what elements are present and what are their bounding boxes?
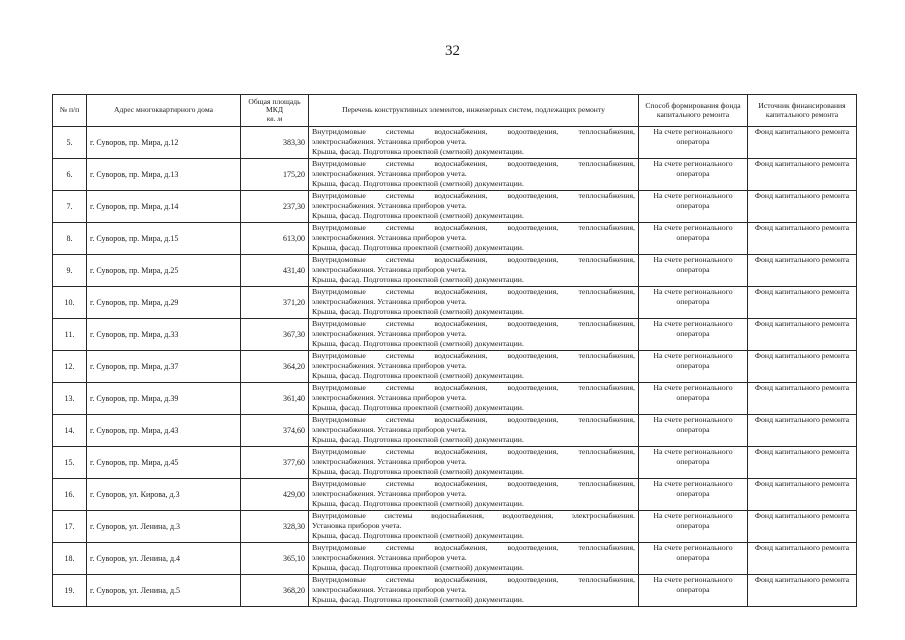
works-line: Внутридомовые системы водоснабжения, водоотведения, теплоснабжения, [312,159,635,168]
works-line: Установка приборов учета. [312,521,402,530]
row-source: Фонд капитального ремонта [748,255,857,287]
table-row [53,575,857,607]
row-number: 17. [53,511,87,543]
header-area-label: Общая площадь МКД [248,96,301,115]
row-address: г. Суворов, пр. Мира, д.43 [87,415,241,447]
row-works [309,511,639,543]
works-line: электроснабжения. Установка приборов учета. [312,137,467,146]
row-method: На счете регионального оператора [639,159,748,191]
table-row [53,127,857,159]
row-source: Фонд капитального ремонта [748,351,857,383]
row-number: 14. [53,415,87,447]
header-method: Способ формирования фонда капитального ремонта [639,95,748,127]
works-line: Крыша, фасад. Подготовка проектной (сметной) документации. [312,339,524,348]
row-address: г. Суворов, ул. Ленина, д.4 [87,543,241,575]
row-area: 361,40 [241,383,309,415]
row-method: На счете регионального оператора [639,191,748,223]
table-row [53,319,857,351]
row-method: На счете регионального оператора [639,543,748,575]
table-body [53,127,857,607]
works-line: электроснабжения. Установка приборов учета. [312,393,467,402]
table-row [53,351,857,383]
row-address: г. Суворов, пр. Мира, д.13 [87,159,241,191]
works-line: Крыша, фасад. Подготовка проектной (сметной) документации. [312,563,524,572]
works-line: электроснабжения. Установка приборов учета. [312,361,467,370]
row-number: 19. [53,575,87,607]
header-source: Источник финансирования капитального ремонта [748,95,857,127]
works-line: электроснабжения. Установка приборов учета. [312,553,467,562]
row-method: На счете регионального оператора [639,415,748,447]
works-line: Внутридомовые системы водоснабжения, водоотведения, теплоснабжения, [312,447,635,456]
table-row [53,255,857,287]
works-line: Внутридомовые системы водоснабжения, водоотведения, теплоснабжения, [312,319,635,328]
row-source: Фонд капитального ремонта [748,287,857,319]
table-row [53,447,857,479]
page-number: 32 [445,43,460,59]
works-line: Крыша, фасад. Подготовка проектной (сметной) документации. [312,435,524,444]
header-area-unit: кв. м [266,113,283,123]
row-works [309,223,639,255]
works-line: электроснабжения. Установка приборов учета. [312,265,467,274]
row-source: Фонд капитального ремонта [748,383,857,415]
works-line: Крыша, фасад. Подготовка проектной (сметной) документации. [312,531,524,540]
row-method: На счете регионального оператора [639,511,748,543]
row-method: На счете регионального оператора [639,479,748,511]
row-number: 9. [53,255,87,287]
row-source: Фонд капитального ремонта [748,543,857,575]
header-works: Перечень конструктивных элементов, инженерных систем, подлежащих ремонту [309,95,639,127]
works-line: электроснабжения. Установка приборов учета. [312,457,467,466]
row-method: На счете регионального оператора [639,255,748,287]
table-row [53,383,857,415]
row-address: г. Суворов, ул. Ленина, д.5 [87,575,241,607]
row-address: г. Суворов, пр. Мира, д.15 [87,223,241,255]
works-line: электроснабжения. Установка приборов учета. [312,585,467,594]
row-works [309,319,639,351]
row-address: г. Суворов, пр. Мира, д.37 [87,351,241,383]
row-number: 5. [53,127,87,159]
works-line: электроснабжения. Установка приборов учета. [312,201,467,210]
row-works [309,191,639,223]
works-line: Крыша, фасад. Подготовка проектной (сметной) документации. [312,179,524,188]
row-works [309,159,639,191]
row-number: 7. [53,191,87,223]
row-number: 6. [53,159,87,191]
works-line: Крыша, фасад. Подготовка проектной (сметной) документации. [312,403,524,412]
row-method: На счете регионального оператора [639,383,748,415]
row-source: Фонд капитального ремонта [748,575,857,607]
works-line: Внутридомовые системы водоснабжения, водоотведения, теплоснабжения, [312,351,635,360]
works-line: Внутридомовые системы водоснабжения, водоотведения, теплоснабжения, [312,415,635,424]
row-source: Фонд капитального ремонта [748,191,857,223]
row-address: г. Суворов, ул. Ленина, д.3 [87,511,241,543]
row-source: Фонд капитального ремонта [748,511,857,543]
row-source: Фонд капитального ремонта [748,479,857,511]
row-works [309,287,639,319]
header-area [241,95,309,127]
row-number: 8. [53,223,87,255]
works-line: Внутридомовые системы водоснабжения, водоотведения, теплоснабжения, [312,191,635,200]
works-line: Внутридомовые системы водоснабжения, водоотведения, теплоснабжения, [312,479,635,488]
row-address: г. Суворов, пр. Мира, д.33 [87,319,241,351]
row-address: г. Суворов, пр. Мира, д.12 [87,127,241,159]
works-line: Внутридомовые системы водоснабжения, водоотведения, теплоснабжения, [312,543,635,552]
repair-works-table [52,94,857,607]
works-line: Крыша, фасад. Подготовка проектной (сметной) документации. [312,307,524,316]
row-works [309,255,639,287]
row-area: 429,00 [241,479,309,511]
row-method: На счете регионального оператора [639,223,748,255]
table-row [53,415,857,447]
row-area: 374,60 [241,415,309,447]
row-works [309,127,639,159]
works-line: Внутридомовые системы водоснабжения, водоотведения, теплоснабжения, [312,383,635,392]
row-method: На счете регионального оператора [639,287,748,319]
works-line: электроснабжения. Установка приборов учета. [312,329,467,338]
row-number: 10. [53,287,87,319]
row-source: Фонд капитального ремонта [748,159,857,191]
table-row [53,287,857,319]
row-number: 13. [53,383,87,415]
works-line: электроснабжения. Установка приборов учета. [312,233,467,242]
row-number: 15. [53,447,87,479]
works-line: Внутридомовые системы водоснабжения, водоотведения, теплоснабжения, [312,255,635,264]
row-number: 16. [53,479,87,511]
works-line: Крыша, фасад. Подготовка проектной (сметной) документации. [312,499,524,508]
row-source: Фонд капитального ремонта [748,319,857,351]
works-line: Внутридомовые системы водоснабжения, водоотведения, теплоснабжения, [312,575,635,584]
header-num: № п/п [53,95,87,127]
row-number: 12. [53,351,87,383]
works-line: Крыша, фасад. Подготовка проектной (сметной) документации. [312,595,524,604]
row-area: 377,60 [241,447,309,479]
row-area: 364,20 [241,351,309,383]
works-line: Внутридомовые системы водоснабжения, водоотведения, электроснабжения. [312,511,635,520]
row-source: Фонд капитального ремонта [748,127,857,159]
row-area: 237,30 [241,191,309,223]
row-address: г. Суворов, пр. Мира, д.29 [87,287,241,319]
table-row [53,159,857,191]
table-row [53,479,857,511]
row-works [309,575,639,607]
table-row [53,511,857,543]
row-area: 613,00 [241,223,309,255]
works-line: электроснабжения. Установка приборов учета. [312,169,467,178]
works-line: Внутридомовые системы водоснабжения, водоотведения, теплоснабжения, [312,223,635,232]
row-address: г. Суворов, пр. Мира, д.39 [87,383,241,415]
row-area: 383,30 [241,127,309,159]
row-method: На счете регионального оператора [639,127,748,159]
header-row [53,95,857,127]
row-method: На счете регионального оператора [639,575,748,607]
works-line: Внутридомовые системы водоснабжения, водоотведения, теплоснабжения, [312,287,635,296]
row-source: Фонд капитального ремонта [748,415,857,447]
row-address: г. Суворов, пр. Мира, д.45 [87,447,241,479]
row-method: На счете регионального оператора [639,319,748,351]
row-address: г. Суворов, пр. Мира, д.25 [87,255,241,287]
works-line: электроснабжения. Установка приборов учета. [312,425,467,434]
table-header [53,95,857,127]
row-works [309,383,639,415]
works-line: Крыша, фасад. Подготовка проектной (сметной) документации. [312,211,524,220]
works-line: Крыша, фасад. Подготовка проектной (сметной) документации. [312,147,524,156]
row-address: г. Суворов, ул. Кирова, д.3 [87,479,241,511]
works-line: электроснабжения. Установка приборов учета. [312,297,467,306]
row-area: 368,20 [241,575,309,607]
row-works [309,351,639,383]
works-line: Крыша, фасад. Подготовка проектной (сметной) документации. [312,275,524,284]
row-works [309,447,639,479]
row-method: На счете регионального оператора [639,351,748,383]
row-area: 431,40 [241,255,309,287]
row-address: г. Суворов, пр. Мира, д.14 [87,191,241,223]
works-line: Внутридомовые системы водоснабжения, водоотведения, теплоснабжения, [312,127,635,136]
row-method: На счете регионального оператора [639,447,748,479]
row-number: 11. [53,319,87,351]
header-address: Адрес многоквартирного дома [87,95,241,127]
works-line: Крыша, фасад. Подготовка проектной (сметной) документации. [312,243,524,252]
row-number: 18. [53,543,87,575]
table-row [53,223,857,255]
row-source: Фонд капитального ремонта [748,223,857,255]
row-area: 367,30 [241,319,309,351]
row-works [309,415,639,447]
row-works [309,479,639,511]
works-line: электроснабжения. Установка приборов учета. [312,489,467,498]
row-area: 328,30 [241,511,309,543]
row-area: 175,20 [241,159,309,191]
works-line: Крыша, фасад. Подготовка проектной (сметной) документации. [312,371,524,380]
table-row [53,191,857,223]
works-line: Крыша, фасад. Подготовка проектной (сметной) документации. [312,467,524,476]
row-works [309,543,639,575]
row-source: Фонд капитального ремонта [748,447,857,479]
row-area: 371,20 [241,287,309,319]
table-row [53,543,857,575]
row-area: 365,10 [241,543,309,575]
